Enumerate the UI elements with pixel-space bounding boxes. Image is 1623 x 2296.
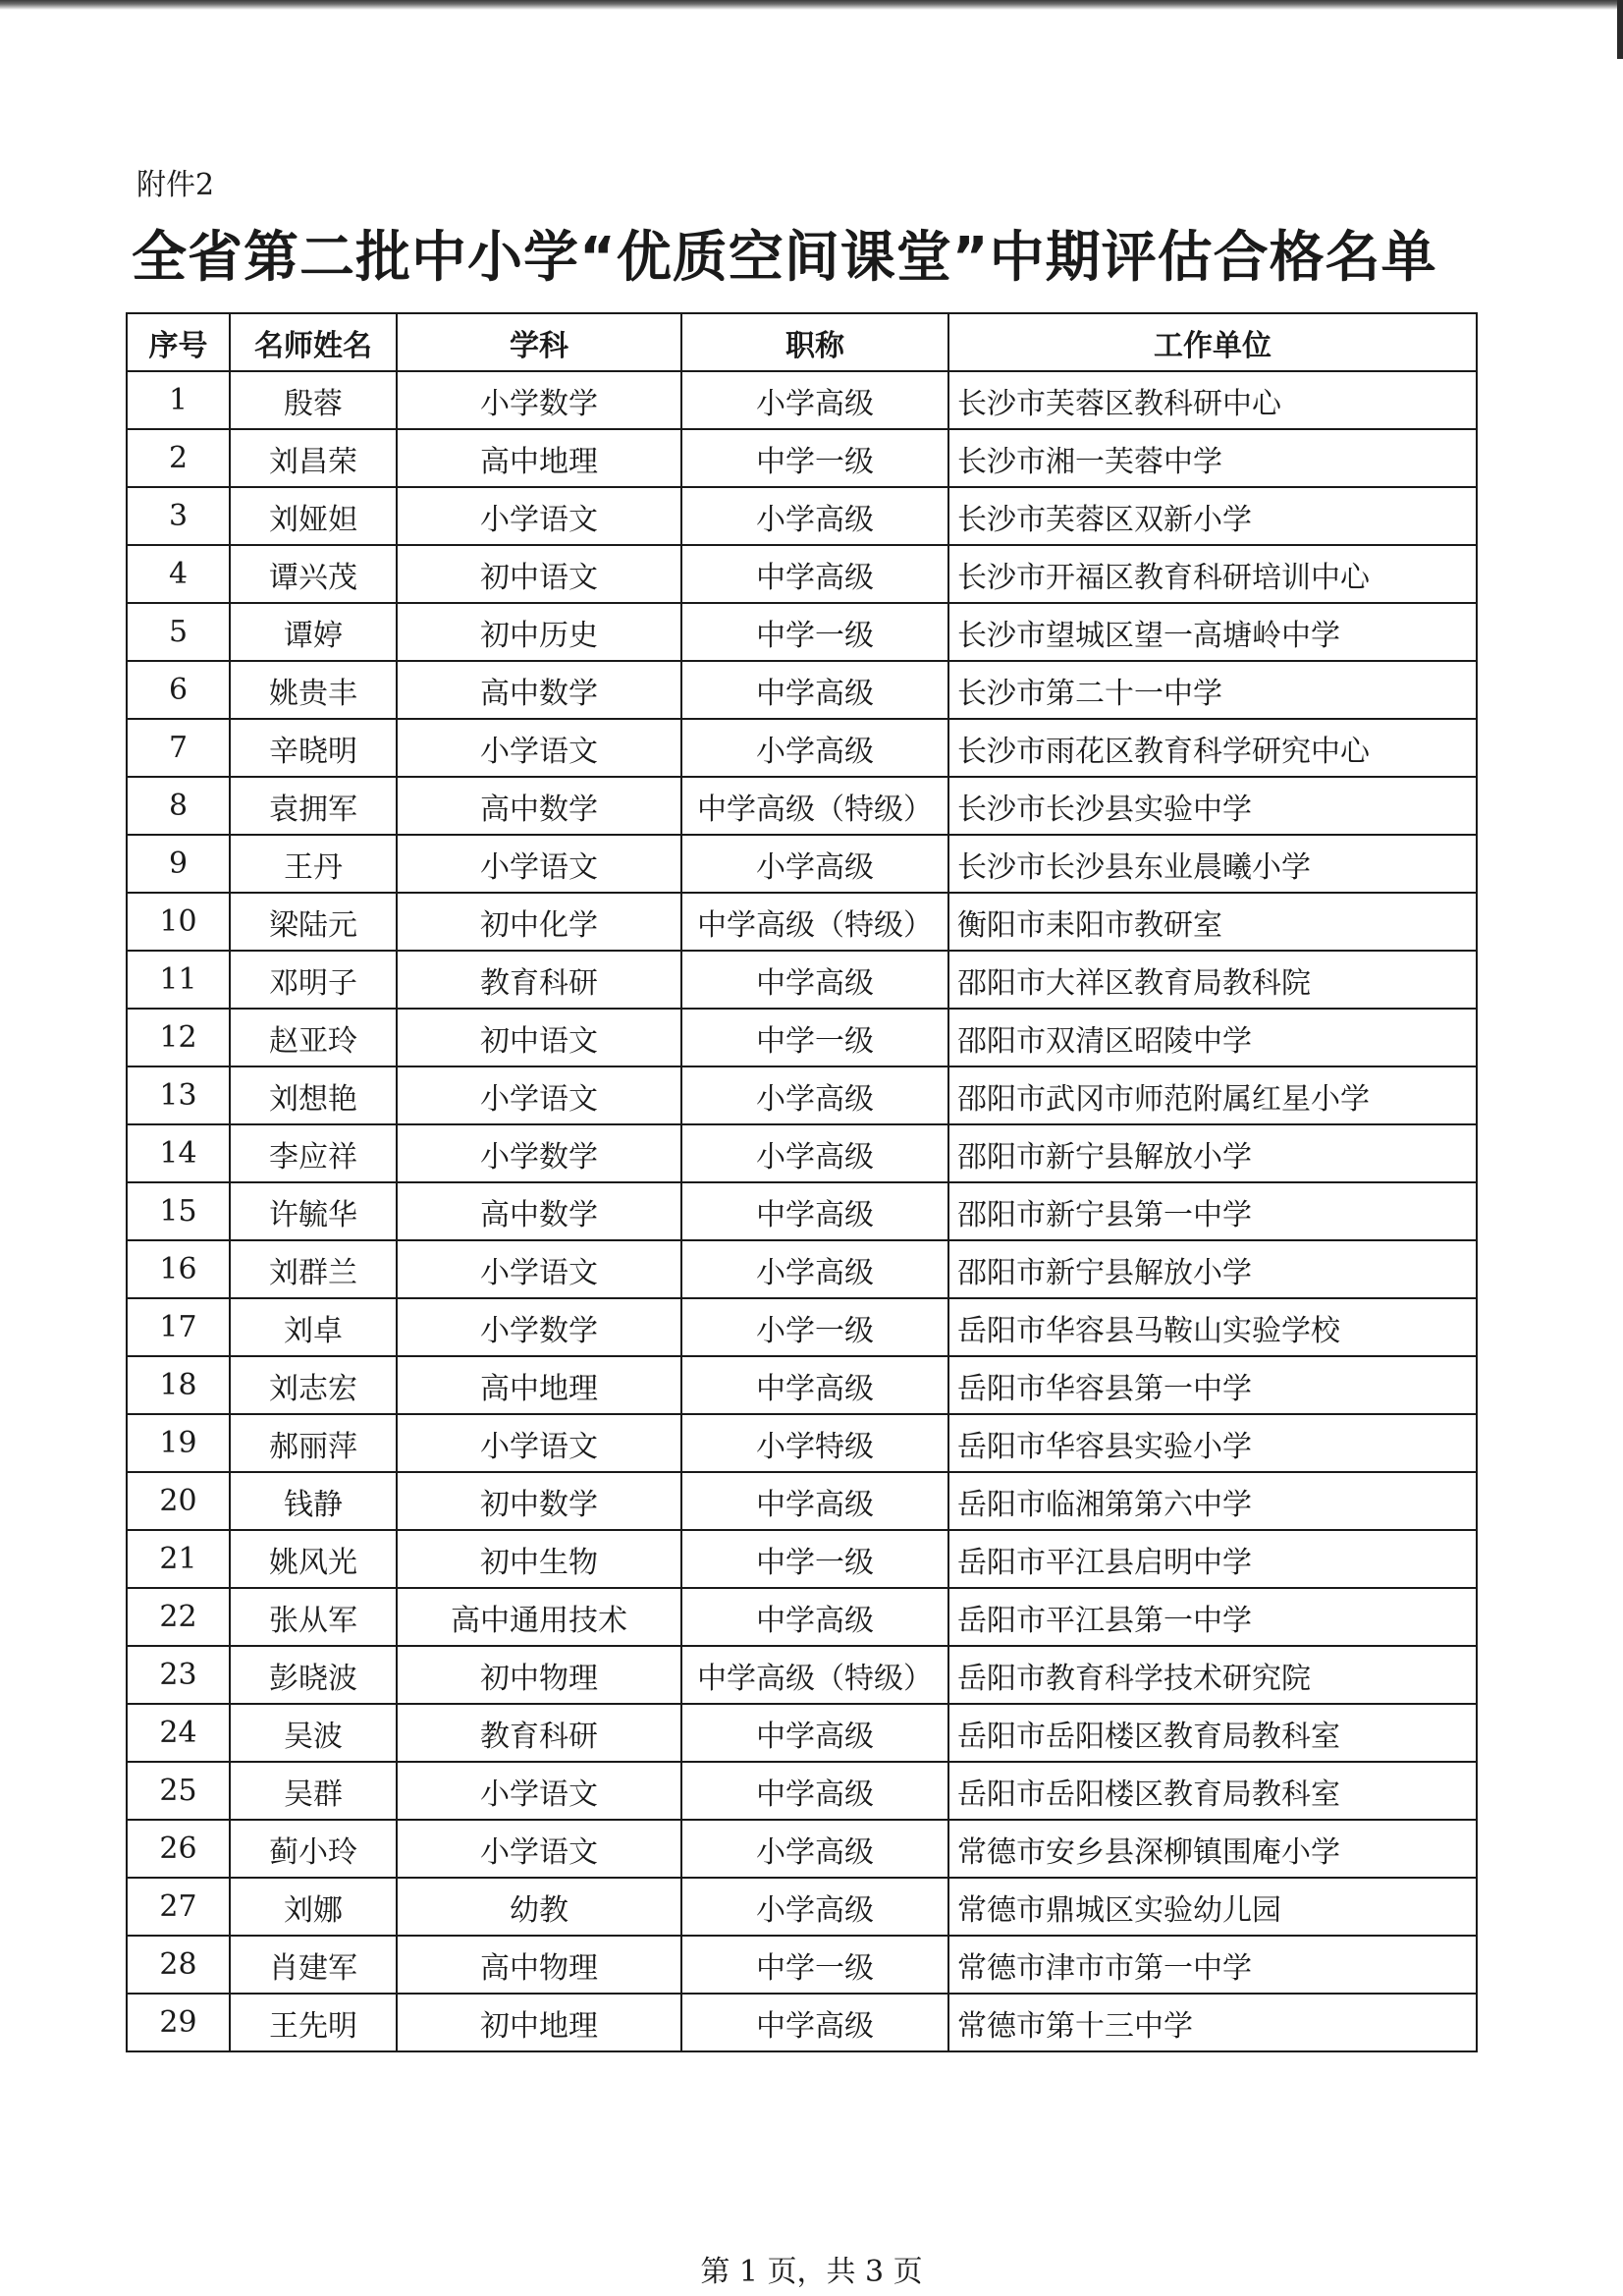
cell-name: 吴波 (230, 1704, 397, 1762)
cell-title: 中学高级 (681, 1472, 948, 1530)
cell-unit: 长沙市长沙县实验中学 (948, 777, 1477, 835)
cell-title: 小学高级 (681, 835, 948, 893)
cell-index: 12 (127, 1009, 230, 1066)
cell-unit: 长沙市芙蓉区教科研中心 (948, 371, 1477, 429)
cell-unit: 岳阳市平江县第一中学 (948, 1588, 1477, 1646)
table-row (127, 719, 1477, 777)
cell-title: 中学高级（特级） (681, 1646, 948, 1704)
cell-index: 14 (127, 1124, 230, 1182)
cell-subject: 教育科研 (397, 1704, 681, 1762)
cell-subject: 小学语文 (397, 835, 681, 893)
cell-unit: 长沙市第二十一中学 (948, 661, 1477, 719)
cell-name: 谭婷 (230, 603, 397, 661)
cell-index: 26 (127, 1820, 230, 1878)
table-row (127, 1298, 1477, 1356)
cell-subject: 高中数学 (397, 661, 681, 719)
cell-name: 刘卓 (230, 1298, 397, 1356)
cell-unit: 长沙市开福区教育科研培训中心 (948, 545, 1477, 603)
cell-unit: 岳阳市华容县第一中学 (948, 1356, 1477, 1414)
cell-subject: 初中数学 (397, 1472, 681, 1530)
roster-table (126, 312, 1478, 2052)
cell-title: 中学一级 (681, 1009, 948, 1066)
cell-subject: 小学语文 (397, 1820, 681, 1878)
cell-name: 刘想艳 (230, 1066, 397, 1124)
cell-index: 16 (127, 1240, 230, 1298)
cell-title: 中学一级 (681, 1530, 948, 1588)
cell-subject: 初中物理 (397, 1646, 681, 1704)
page-title: 全省第二批中小学“优质空间课堂”中期评估合格名单 (132, 226, 1437, 290)
cell-index: 21 (127, 1530, 230, 1588)
page-footer: 第 1 页，共 3 页 (700, 2255, 923, 2289)
cell-name: 王先明 (230, 1994, 397, 2051)
table-row (127, 951, 1477, 1009)
cell-title: 中学高级 (681, 1356, 948, 1414)
cell-index: 6 (127, 661, 230, 719)
cell-index: 8 (127, 777, 230, 835)
table-row (127, 371, 1477, 429)
cell-name: 辛晓明 (230, 719, 397, 777)
cell-name: 谭兴茂 (230, 545, 397, 603)
table-row (127, 777, 1477, 835)
header-unit: 工作单位 (948, 313, 1477, 371)
table-row (127, 1009, 1477, 1066)
cell-title: 中学高级（特级） (681, 893, 948, 951)
cell-unit: 邵阳市新宁县第一中学 (948, 1182, 1477, 1240)
cell-name: 刘群兰 (230, 1240, 397, 1298)
cell-index: 22 (127, 1588, 230, 1646)
table-row (127, 1588, 1477, 1646)
cell-unit: 长沙市湘一芙蓉中学 (948, 429, 1477, 487)
table-row (127, 487, 1477, 545)
cell-title: 中学高级 (681, 1182, 948, 1240)
cell-name: 郝丽萍 (230, 1414, 397, 1472)
cell-subject: 小学数学 (397, 1124, 681, 1182)
cell-unit: 常德市鼎城区实验幼儿园 (948, 1878, 1477, 1936)
cell-index: 29 (127, 1994, 230, 2051)
cell-index: 18 (127, 1356, 230, 1414)
cell-subject: 幼教 (397, 1878, 681, 1936)
cell-subject: 小学数学 (397, 1298, 681, 1356)
cell-title: 小学高级 (681, 487, 948, 545)
cell-subject: 小学语文 (397, 487, 681, 545)
cell-subject: 初中语文 (397, 545, 681, 603)
cell-unit: 邵阳市双清区昭陵中学 (948, 1009, 1477, 1066)
cell-name: 王丹 (230, 835, 397, 893)
cell-unit: 邵阳市武冈市师范附属红星小学 (948, 1066, 1477, 1124)
cell-name: 邓明子 (230, 951, 397, 1009)
cell-name: 刘娅妲 (230, 487, 397, 545)
cell-title: 小学一级 (681, 1298, 948, 1356)
cell-unit: 常德市津市市第一中学 (948, 1936, 1477, 1994)
cell-title: 小学特级 (681, 1414, 948, 1472)
header-name: 名师姓名 (230, 313, 397, 371)
cell-title: 小学高级 (681, 1066, 948, 1124)
cell-unit: 岳阳市华容县实验小学 (948, 1414, 1477, 1472)
cell-name: 张从军 (230, 1588, 397, 1646)
cell-unit: 邵阳市新宁县解放小学 (948, 1240, 1477, 1298)
header-title: 职称 (681, 313, 948, 371)
cell-subject: 高中数学 (397, 1182, 681, 1240)
cell-unit: 岳阳市岳阳楼区教育局教科室 (948, 1704, 1477, 1762)
cell-index: 9 (127, 835, 230, 893)
cell-index: 11 (127, 951, 230, 1009)
cell-title: 中学一级 (681, 1936, 948, 1994)
cell-unit: 岳阳市岳阳楼区教育局教科室 (948, 1762, 1477, 1820)
cell-title: 中学高级（特级） (681, 777, 948, 835)
cell-index: 4 (127, 545, 230, 603)
cell-unit: 长沙市望城区望一高塘岭中学 (948, 603, 1477, 661)
cell-index: 25 (127, 1762, 230, 1820)
cell-unit: 常德市安乡县深柳镇围庵小学 (948, 1820, 1477, 1878)
cell-subject: 小学语文 (397, 1240, 681, 1298)
table-row (127, 661, 1477, 719)
cell-title: 中学高级 (681, 1994, 948, 2051)
cell-title: 中学高级 (681, 1588, 948, 1646)
table-row (127, 1356, 1477, 1414)
cell-index: 24 (127, 1704, 230, 1762)
cell-index: 5 (127, 603, 230, 661)
cell-index: 15 (127, 1182, 230, 1240)
table-row (127, 1066, 1477, 1124)
cell-index: 7 (127, 719, 230, 777)
cell-index: 2 (127, 429, 230, 487)
cell-subject: 小学数学 (397, 371, 681, 429)
cell-subject: 高中物理 (397, 1936, 681, 1994)
cell-subject: 初中生物 (397, 1530, 681, 1588)
cell-name: 刘志宏 (230, 1356, 397, 1414)
cell-index: 23 (127, 1646, 230, 1704)
cell-index: 19 (127, 1414, 230, 1472)
cell-unit: 长沙市长沙县东业晨曦小学 (948, 835, 1477, 893)
scan-edge-right (1617, 0, 1623, 59)
table-row (127, 1414, 1477, 1472)
header-index: 序号 (127, 313, 230, 371)
table-row (127, 1820, 1477, 1878)
cell-index: 17 (127, 1298, 230, 1356)
table-row (127, 545, 1477, 603)
table-row (127, 1124, 1477, 1182)
cell-index: 1 (127, 371, 230, 429)
cell-title: 中学高级 (681, 661, 948, 719)
table-row (127, 1878, 1477, 1936)
cell-name: 许毓华 (230, 1182, 397, 1240)
cell-name: 姚贵丰 (230, 661, 397, 719)
cell-subject: 初中化学 (397, 893, 681, 951)
cell-index: 27 (127, 1878, 230, 1936)
cell-title: 中学一级 (681, 603, 948, 661)
cell-name: 袁拥军 (230, 777, 397, 835)
table-row (127, 429, 1477, 487)
table-body (127, 371, 1477, 2051)
cell-name: 姚风光 (230, 1530, 397, 1588)
cell-index: 3 (127, 487, 230, 545)
cell-name: 蓟小玲 (230, 1820, 397, 1878)
cell-title: 中学高级 (681, 1762, 948, 1820)
cell-title: 小学高级 (681, 371, 948, 429)
table-row (127, 603, 1477, 661)
cell-unit: 长沙市芙蓉区双新小学 (948, 487, 1477, 545)
attachment-label: 附件2 (136, 168, 215, 202)
table-row (127, 1646, 1477, 1704)
cell-name: 赵亚玲 (230, 1009, 397, 1066)
table-row (127, 1994, 1477, 2051)
cell-subject: 初中历史 (397, 603, 681, 661)
cell-index: 10 (127, 893, 230, 951)
cell-name: 吴群 (230, 1762, 397, 1820)
table-row (127, 1762, 1477, 1820)
table-row (127, 1936, 1477, 1994)
cell-name: 彭晓波 (230, 1646, 397, 1704)
cell-unit: 邵阳市大祥区教育局教科院 (948, 951, 1477, 1009)
cell-name: 李应祥 (230, 1124, 397, 1182)
cell-subject: 初中语文 (397, 1009, 681, 1066)
cell-title: 小学高级 (681, 1878, 948, 1936)
cell-index: 20 (127, 1472, 230, 1530)
header-subject: 学科 (397, 313, 681, 371)
cell-unit: 岳阳市华容县马鞍山实验学校 (948, 1298, 1477, 1356)
cell-subject: 教育科研 (397, 951, 681, 1009)
cell-subject: 小学语文 (397, 1066, 681, 1124)
cell-unit: 岳阳市临湘第第六中学 (948, 1472, 1477, 1530)
cell-title: 小学高级 (681, 1124, 948, 1182)
table-row (127, 1240, 1477, 1298)
cell-title: 中学高级 (681, 951, 948, 1009)
cell-name: 刘昌荣 (230, 429, 397, 487)
cell-unit: 常德市第十三中学 (948, 1994, 1477, 2051)
cell-name: 肖建军 (230, 1936, 397, 1994)
cell-subject: 小学语文 (397, 1414, 681, 1472)
cell-title: 中学高级 (681, 1704, 948, 1762)
cell-title: 中学高级 (681, 545, 948, 603)
cell-name: 梁陆元 (230, 893, 397, 951)
table-row (127, 1704, 1477, 1762)
table-row (127, 1530, 1477, 1588)
table-row (127, 1182, 1477, 1240)
table-header-row (127, 313, 1477, 371)
cell-name: 殷蓉 (230, 371, 397, 429)
cell-subject: 高中通用技术 (397, 1588, 681, 1646)
cell-subject: 小学语文 (397, 719, 681, 777)
cell-unit: 岳阳市平江县启明中学 (948, 1530, 1477, 1588)
cell-title: 小学高级 (681, 1820, 948, 1878)
cell-title: 小学高级 (681, 719, 948, 777)
cell-unit: 邵阳市新宁县解放小学 (948, 1124, 1477, 1182)
cell-subject: 高中地理 (397, 1356, 681, 1414)
table-row (127, 1472, 1477, 1530)
cell-unit: 岳阳市教育科学技术研究院 (948, 1646, 1477, 1704)
cell-subject: 高中数学 (397, 777, 681, 835)
cell-subject: 高中地理 (397, 429, 681, 487)
cell-name: 刘娜 (230, 1878, 397, 1936)
cell-unit: 长沙市雨花区教育科学研究中心 (948, 719, 1477, 777)
cell-name: 钱静 (230, 1472, 397, 1530)
cell-unit: 衡阳市耒阳市教研室 (948, 893, 1477, 951)
scan-edge-top (0, 0, 1623, 10)
cell-subject: 小学语文 (397, 1762, 681, 1820)
cell-index: 13 (127, 1066, 230, 1124)
table-row (127, 893, 1477, 951)
cell-subject: 初中地理 (397, 1994, 681, 2051)
cell-title: 中学一级 (681, 429, 948, 487)
cell-index: 28 (127, 1936, 230, 1994)
cell-title: 小学高级 (681, 1240, 948, 1298)
table-row (127, 835, 1477, 893)
